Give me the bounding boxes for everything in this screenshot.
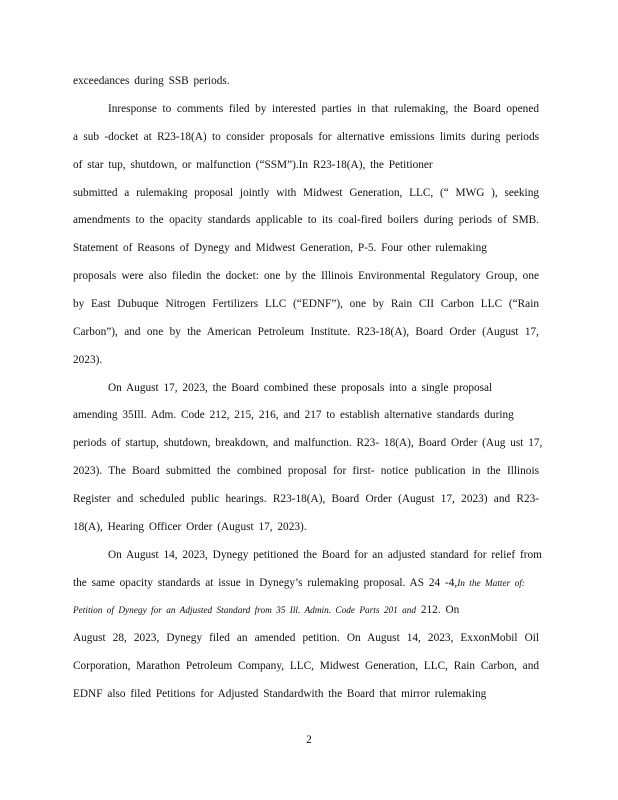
text-line: submitted a rulemaking proposal jointly with Midwest Generation, LLC, (“ MWG ), seeking xyxy=(73,187,539,199)
text-segment: 212. On xyxy=(420,604,460,616)
text-line: amendments to the opacity standards applicable to its coal-fired boilers during periods of SMB. xyxy=(73,214,539,226)
text-line: EDNF also filed Petitions for Adjusted Standardwith the Board that mirror rulemaking xyxy=(73,688,487,700)
case-caption-italic: In the Matter of: xyxy=(457,579,525,589)
text-line: exceedances during SSB periods. xyxy=(73,75,230,87)
text-line: amending 35Ill. Adm. Code 212, 215, 216, and 217 to establish alternative standards during xyxy=(73,409,514,421)
text-line: 2023). xyxy=(73,354,103,366)
page-number: 2 xyxy=(306,734,312,746)
text-line: On August 17, 2023, the Board combined these proposals into a single proposal xyxy=(108,382,493,394)
case-caption-italic: Petition of Dynegy for an Adjusted Standard from 35 Ill. Admin. Code Parts 201 and xyxy=(73,606,417,616)
text-line: of star tup, shutdown, or malfunction (“SSM”).In R23-18(A), the Petitioner xyxy=(73,159,433,171)
text-line: Corporation, Marathon Petroleum Company, LLC, Midwest Generation, LLC, Rain Carbon, and xyxy=(73,660,539,672)
text-line: Inresponse to comments filed by interested parties in that rulemaking, the Board opened xyxy=(108,103,539,115)
text-line xyxy=(73,603,539,618)
text-line: Register and scheduled public hearings. R23-18(A), Board Order (August 17, 2023) and R23- xyxy=(73,493,539,505)
text-line: 18(A), Hearing Officer Order (August 17, 2023). xyxy=(73,521,307,533)
text-line: by East Dubuque Nitrogen Fertilizers LLC (“EDNF”), one by Rain CII Carbon LLC (“Rain xyxy=(73,298,539,310)
text-line xyxy=(73,576,539,591)
text-line: periods of startup, shutdown, breakdown, and malfunction. R23- 18(A), Board Order (Aug ust 17, xyxy=(73,437,543,449)
text-line: proposals were also filedin the docket: one by the Illinois Environmental Regulatory Group, one xyxy=(73,270,539,282)
text-line: August 28, 2023, Dynegy filed an amended petition. On August 14, 2023, ExxonMobil Oil xyxy=(73,632,539,644)
text-line: Statement of Reasons of Dynegy and Midwest Generation, P-5. Four other rulemaking xyxy=(73,242,487,254)
text-line: 2023). The Board submitted the combined proposal for first- notice publication in the Illinois xyxy=(73,465,539,477)
text-line: On August 14, 2023, Dynegy petitioned the Board for an adjusted standard for relief from xyxy=(108,549,542,561)
text-segment: the same opacity standards at issue in Dynegy’s rulemaking proposal. AS 24 -4, xyxy=(73,577,458,589)
text-line: a sub -docket at R23-18(A) to consider proposals for alternative emissions limits during periods xyxy=(73,131,539,143)
text-line: Carbon”), and one by the American Petroleum Institute. R23-18(A), Board Order (August 17, xyxy=(73,326,539,338)
